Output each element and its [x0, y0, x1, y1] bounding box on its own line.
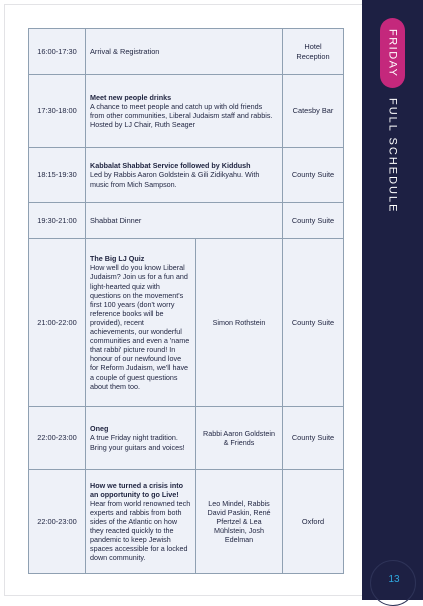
event-title: How we turned a crisis into an opportunity to go Live! [90, 480, 184, 499]
event-cell [86, 75, 283, 148]
time-cell: 19:30-21:00 [29, 203, 86, 239]
time-cell: 18:15-19:30 [29, 148, 86, 203]
event-title: The Big LJ Quiz [90, 254, 145, 264]
schedule-row [29, 407, 344, 470]
venue-cell: County Suite [283, 407, 344, 470]
event-cell [86, 239, 196, 407]
host-cell: Leo Mindel, Rabbis David Paskin, René Pfertzel & Lea Mühlstein, Josh Edelman [196, 470, 283, 574]
schedule-table [28, 28, 344, 574]
sidebar [362, 0, 423, 600]
venue-cell: Catesby Bar [283, 75, 344, 148]
event-description: A true Friday night tradition. Bring your guitars and voices! [90, 433, 185, 452]
time-cell: 21:00-22:00 [29, 239, 86, 407]
event-title: Meet new people drinks [90, 92, 172, 102]
time-cell: 16:00-17:30 [29, 29, 86, 75]
venue-cell: County Suite [283, 203, 344, 239]
venue-cell: County Suite [283, 148, 344, 203]
time-cell: 22:00-23:00 [29, 470, 86, 574]
schedule-row [29, 470, 344, 574]
event-cell [86, 148, 283, 203]
schedule-row [29, 148, 344, 203]
time-cell: 17:30-18:00 [29, 75, 86, 148]
day-label: FRIDAY [386, 28, 399, 78]
event-description: Led by Rabbis Aaron Goldstein & Gili Zidikyahu. With music from Mich Sampson. [90, 170, 260, 189]
section-label: FULL SCHEDULE [386, 98, 399, 214]
schedule-row [29, 75, 344, 148]
schedule-row [29, 29, 344, 75]
day-tab [380, 18, 405, 88]
event-cell [86, 203, 283, 239]
event-description: Hear from world renowned tech experts and rabbis from both sides of the Atlantic on how they reacted quickly to the pandemic to keep Jewish spaces accessible for a locked down community. [90, 498, 191, 563]
event-cell [86, 470, 196, 574]
event-cell [86, 407, 196, 470]
venue-cell: Oxford [283, 470, 344, 574]
time-cell: 22:00-23:00 [29, 407, 86, 470]
event-description: Shabbat Dinner [90, 215, 142, 225]
event-description: Arrival & Registration [90, 46, 160, 56]
schedule-row [29, 239, 344, 407]
schedule-row [29, 203, 344, 239]
venue-cell: Hotel Reception [283, 29, 344, 75]
event-description: How well do you know Liberal Judaism? Join us for a fun and light-hearted quiz with questions on the movement's first 100 years (don't worry reference books will be provided), recent achievements, our wonderful communities and even a 'name that rabbi' picture round! In honour of our newfound love for Reform Judaism, we'll have a couple of guest questions about them too. [90, 263, 190, 391]
host-cell: Rabbi Aaron Goldstein & Friends [196, 407, 283, 470]
section-heading [380, 98, 405, 228]
page-number: 13 [388, 574, 400, 585]
event-cell [86, 29, 283, 75]
host-cell: Simon Rothstein [196, 239, 283, 407]
event-title: Oneg [90, 424, 109, 434]
event-title: Kabbalat Shabbat Service followed by Kiddush [90, 161, 251, 171]
event-description: A chance to meet people and catch up with old friends from other communities, Liberal Judaism staff and rabbis. Hosted by LJ Chair, Ruth Seager [90, 101, 273, 130]
venue-cell: County Suite [283, 239, 344, 407]
